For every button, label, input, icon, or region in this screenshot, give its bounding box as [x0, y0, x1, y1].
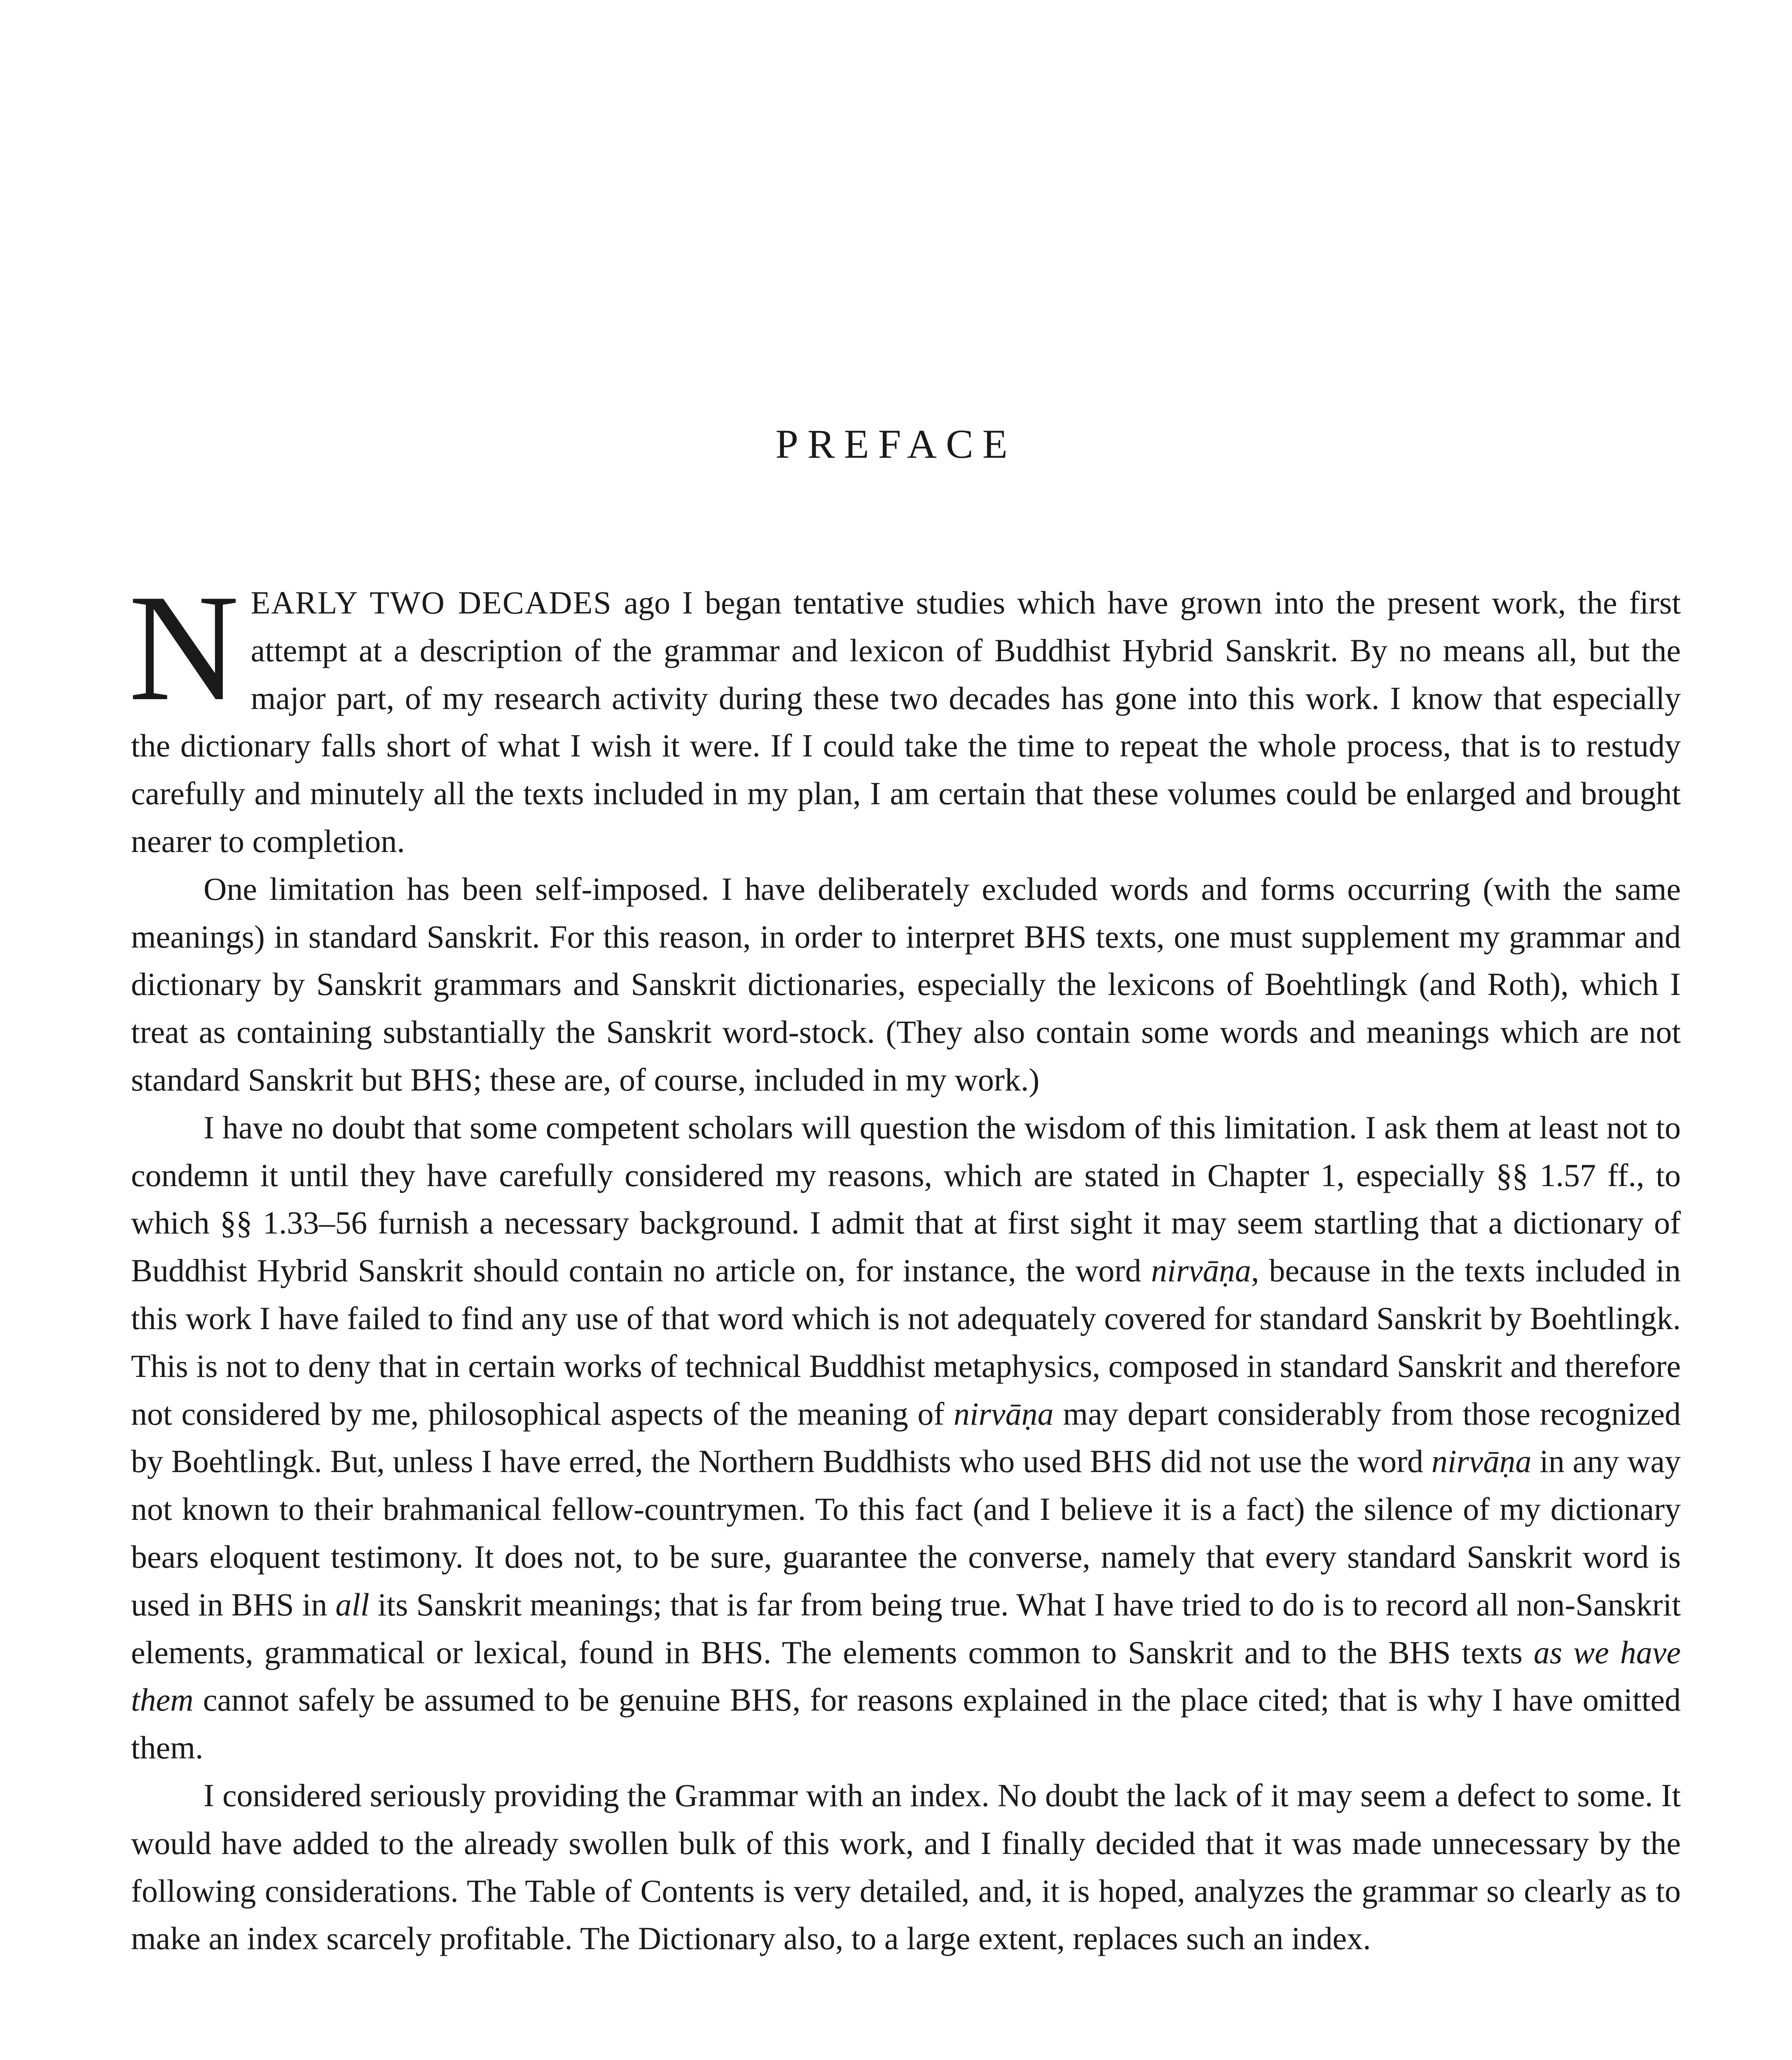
- paragraph-3-text: cannot safely be assumed to be genuine BHS, for reasons explained in the place cited; that is why I have omitted them.: [131, 1682, 1681, 1766]
- paragraph-2: One limitation has been self-imposed. I have deliberately excluded words and forms occurring (with the same meanings) in standard Sanskrit. For this reason, in order to interpret BHS texts, one must supplement my grammar and dictionary by Sanskrit grammars and Sanskrit dictionaries, especially the lexicons of Boehtlingk (and Roth), which I treat as containing substantially the Sanskrit word-stock. (They also contain some words and meanings which are not standard Sanskrit but BHS; these are, of course, included in my work.): [131, 871, 1681, 1098]
- paragraph-3-text: may depart considerably from those recognized by Boehtlingk. But, unless I have erred, the Northern Buddhists who used BHS did not use the word: [131, 1395, 1681, 1479]
- paragraph-3: [131, 1104, 1681, 1772]
- paragraph-3-text: , because in the texts included in this work I have failed to find any use of that word which is not adequately covered for standard Sanskrit by Boehtlingk. This is not to deny that in certain works of technical Buddhist metaphysics, composed in standard Sanskrit and therefore not considered by me, philosophical aspects of the meaning of: [131, 1252, 1681, 1432]
- drop-cap: N: [129, 563, 239, 733]
- preface-body: [129, 563, 1681, 1962]
- lead-in-caps: EARLY TWO DECADES: [250, 585, 612, 620]
- italic-term: nirvāṇa: [1431, 1443, 1532, 1479]
- italic-emphasis: all: [335, 1586, 370, 1622]
- paragraph-4: I considered seriously providing the Grammar with an index. No doubt the lack of it may seem a defect to some. It would have added to the already swollen bulk of this work, and I finally decided that it was made unnecessary by the following considerations. The Table of Contents is very detailed, and, it is hoped, analyzes the grammar so clearly as to make an index scarcely profitable. The Dictionary also, to a large extent, replaces such an index.: [131, 1777, 1681, 1957]
- paragraph-3-text: in any way not known to their brahmanical fellow-countrymen. To this fact (and I believe it is a fact) the silence of my dictionary bears eloquent testimony. It does not, to be sure, guarantee the converse, namely that every standard Sanskrit word is used in BHS in: [131, 1443, 1681, 1622]
- paragraph-1-text: ago I began tentative studies which have grown into the present work, the first attempt at a description of the grammar and lexicon of Buddhist Hybrid Sanskrit. By no means all, but the major part, of my research activity during these two decades has gone into this work. I know that especially the dictionary falls short of what I wish it were. If I could take the time to repeat the whole process, that is to restudy carefully and minutely all the texts included in my plan, I am certain that these volumes could be enlarged and brought nearer to completion.: [131, 585, 1681, 859]
- page-title: PREFACE: [775, 421, 1017, 467]
- italic-emphasis: as we have them: [131, 1634, 1681, 1718]
- paragraph-3-text: its Sanskrit meanings; that is far from being true. What I have tried to do is to record all non-Sanskrit elements, grammatical or lexical, found in BHS. The elements common to Sanskrit and to the BHS texts: [131, 1586, 1681, 1670]
- italic-term: nirvāṇa: [1151, 1252, 1251, 1289]
- paragraph-1: [129, 563, 1681, 865]
- italic-term: nirvāṇa: [953, 1395, 1054, 1432]
- paragraph-3-text: I have no doubt that some competent scholars will question the wisdom of this limitation. I ask them at least not to condemn it until they have carefully considered my reasons, which are stated in Chapter 1, especially §§ 1.57 ff., to which §§ 1.33–56 furnish a necessary background. I admit that at first sight it may seem startling that a dictionary of Buddhist Hybrid Sanskrit should contain no article on, for instance, the word: [131, 1109, 1681, 1289]
